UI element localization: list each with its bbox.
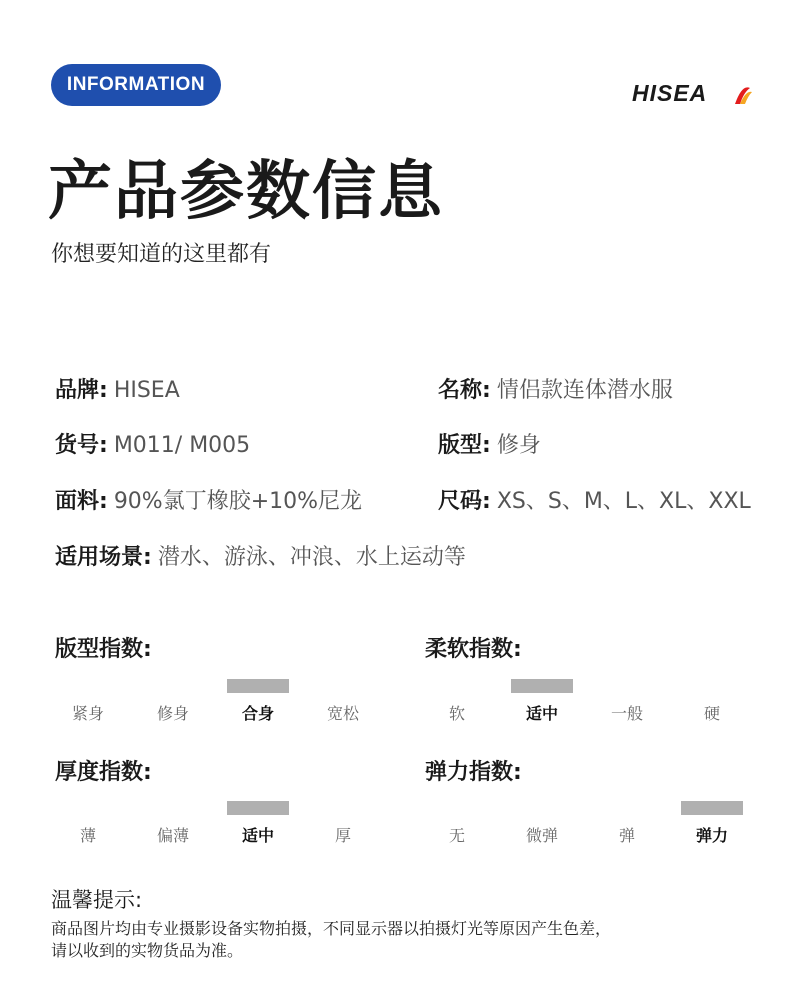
scale-option: 适中 [525, 704, 558, 723]
tips-line: 商品图片均由专业摄影设备实物拍摄，不同显示器以拍摄灯光等原因产生色差， [51, 919, 612, 938]
selection-bar [681, 801, 743, 815]
spec-size [438, 484, 751, 515]
scale-option: 弹 [618, 826, 635, 845]
spec-name [438, 373, 673, 404]
selection-bar [511, 679, 573, 693]
elasticity-index-scale [415, 801, 755, 845]
scale-option: 厚 [334, 826, 351, 845]
spec-item-number [55, 428, 250, 459]
spec-value: 修身 [496, 433, 541, 458]
scale-option: 修身 [156, 704, 189, 723]
spec-value: M011/ M005 [113, 433, 251, 458]
logo-swoosh-icon [632, 78, 752, 110]
spec-material [55, 484, 362, 515]
scale-option: 一般 [610, 704, 643, 723]
elasticity-index-title: 弹力指数: [425, 760, 522, 785]
thickness-index-title: 厚度指数: [55, 760, 152, 785]
scale-option: 偏薄 [156, 826, 189, 845]
page-title: 产品参数信息 [48, 155, 444, 229]
spec-value: 情侣款连体潜水服 [496, 378, 673, 403]
information-badge: INFORMATION [51, 64, 221, 106]
spec-brand [55, 373, 180, 404]
softness-index-scale [415, 679, 755, 723]
spec-key: 面料: [55, 489, 108, 514]
softness-index-title: 柔软指数: [425, 637, 522, 662]
spec-value: XS、S、M、L、XL、XXL [496, 489, 751, 514]
spec-value: 90%氯丁橡胶+10%尼龙 [113, 489, 363, 514]
scale-option: 软 [448, 704, 465, 723]
selection-bar [227, 801, 289, 815]
spec-key: 名称: [438, 378, 491, 403]
tips-text [51, 918, 751, 962]
spec-usage [55, 540, 466, 571]
page-subtitle: 你想要知道的这里都有 [51, 242, 272, 267]
thickness-index-scale [46, 801, 386, 845]
tips-title: 温馨提示: [51, 888, 143, 912]
brand-logo [632, 78, 752, 110]
scale-option: 合身 [241, 704, 274, 723]
spec-key: 适用场景: [55, 545, 152, 570]
scale-option: 微弹 [525, 826, 558, 845]
spec-key: 版型: [438, 433, 491, 458]
spec-value: 潜水、游泳、冲浪、水上运动等 [157, 545, 466, 570]
scale-option: 紧身 [71, 704, 104, 723]
logo-text: HISEA [632, 80, 708, 106]
selection-bar [227, 679, 289, 693]
scale-option: 适中 [241, 826, 274, 845]
spec-key: 货号: [55, 433, 108, 458]
scale-option: 薄 [79, 826, 96, 845]
spec-fit [438, 428, 541, 459]
spec-value: HISEA [113, 378, 180, 403]
spec-key: 品牌: [55, 378, 108, 403]
fit-index-title: 版型指数: [55, 637, 152, 662]
spec-key: 尺码: [438, 489, 491, 514]
tips-line: 请以收到的实物货品为准。 [51, 941, 244, 960]
scale-option: 弹力 [695, 826, 728, 845]
scale-option: 硬 [703, 704, 720, 723]
fit-index-scale [46, 679, 386, 723]
scale-option: 宽松 [326, 704, 359, 723]
scale-option: 无 [448, 826, 465, 845]
